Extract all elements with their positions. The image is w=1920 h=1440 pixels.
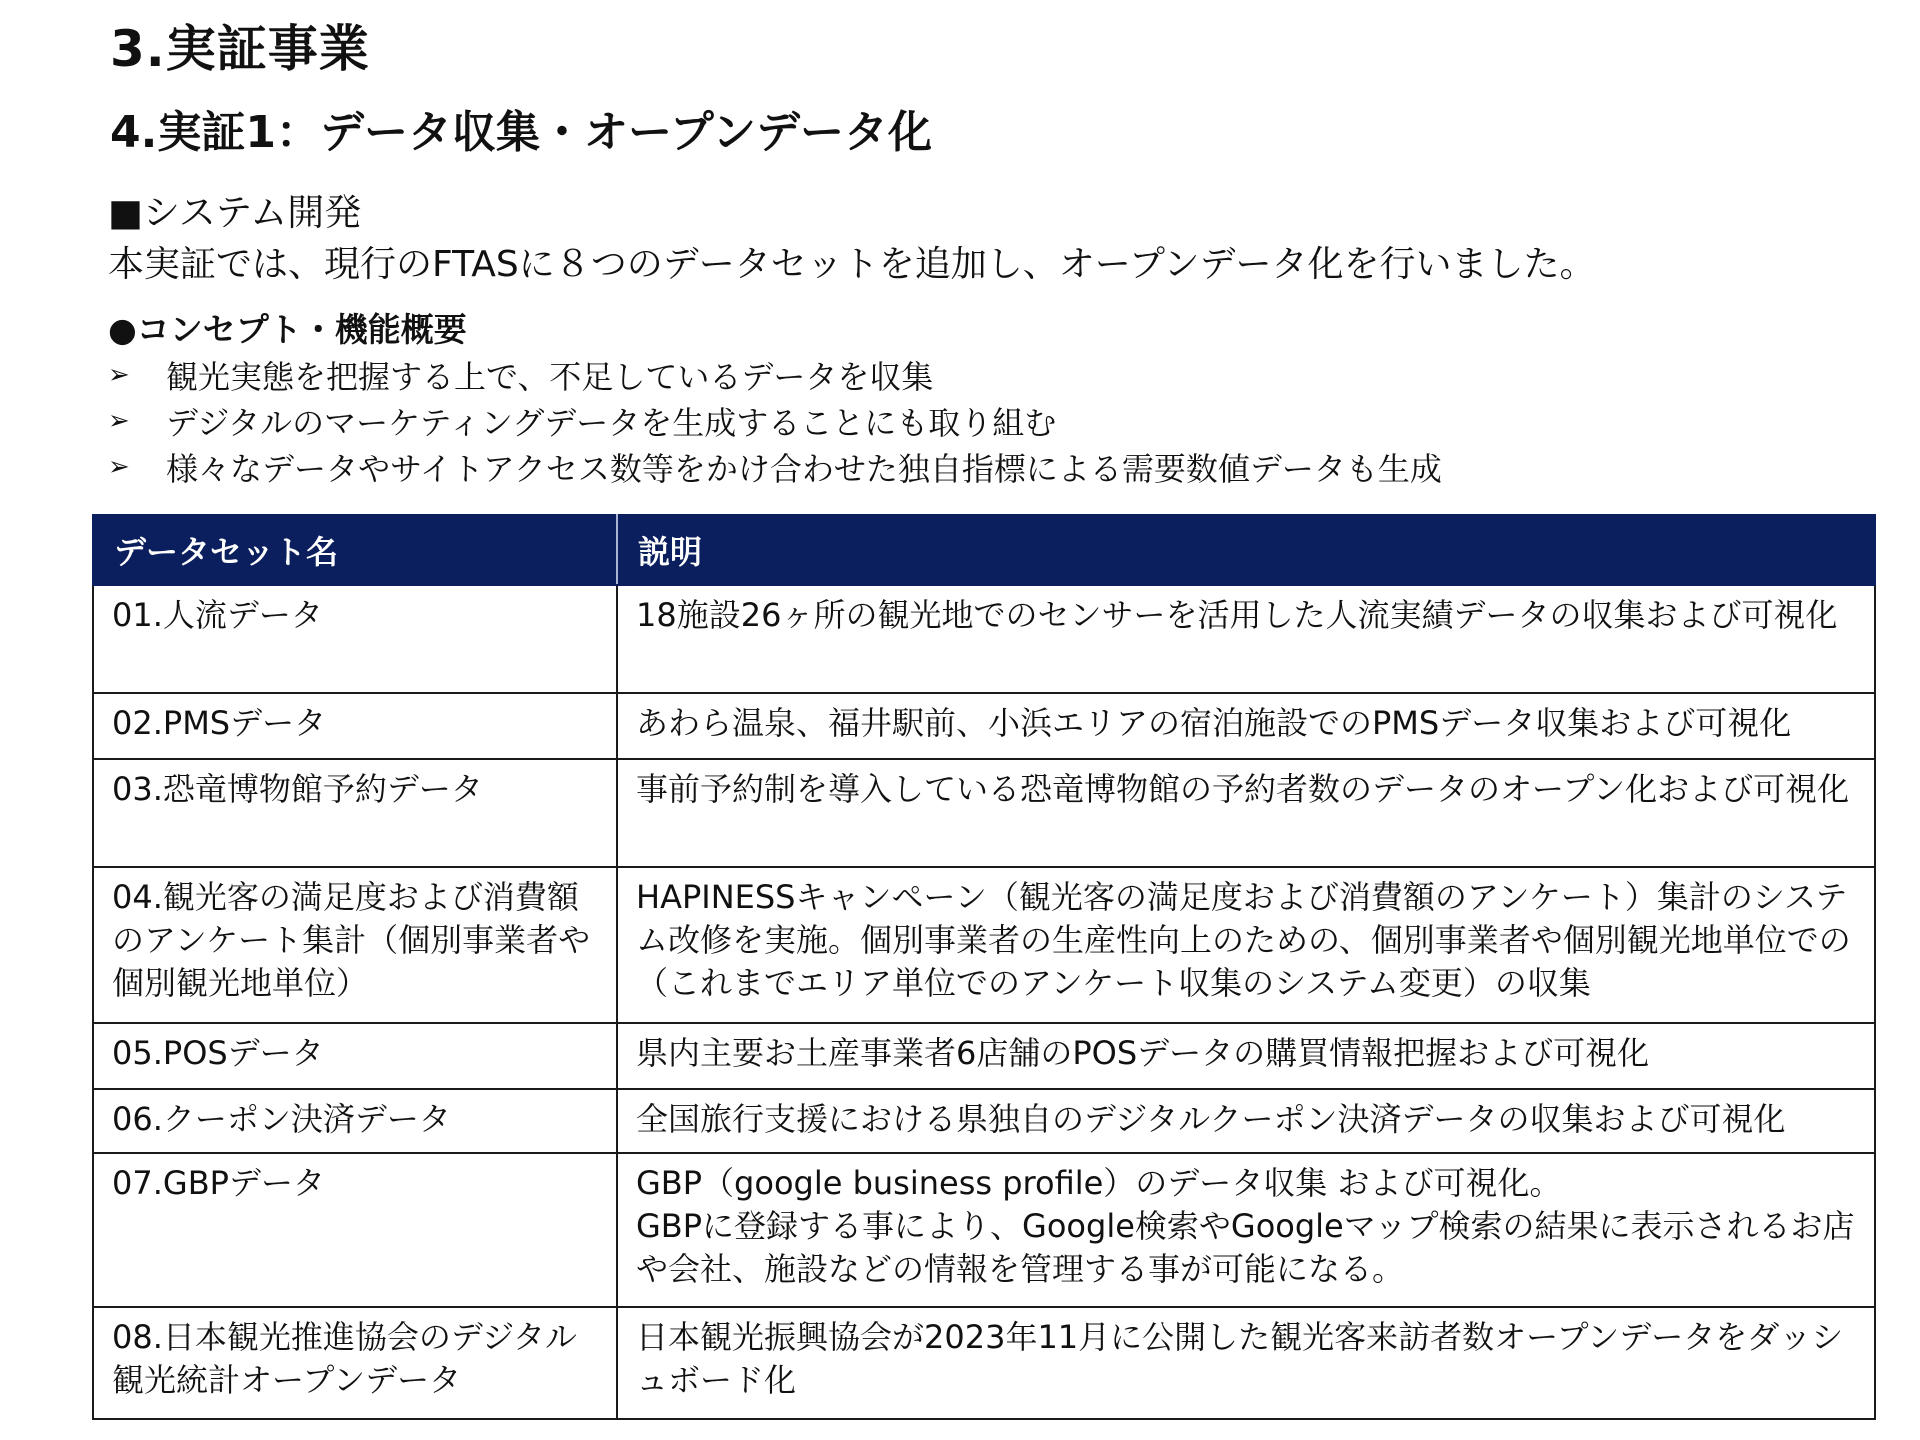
concept-title: ●コンセプト・機能概要	[108, 310, 467, 349]
table-row	[93, 693, 1875, 759]
arrow-bullet-icon: ➢	[108, 360, 130, 390]
dataset-name-cell: 03.恐竜博物館予約データ	[93, 759, 617, 867]
dataset-description-cell: 18施設26ヶ所の観光地でのセンサーを活用した人流実績データの収集および可視化	[617, 585, 1875, 693]
intro-text: 本実証では、現行のFTASに８つのデータセットを追加し、オープンデータ化を行いました。	[108, 244, 1596, 285]
list-item	[108, 398, 1442, 444]
dataset-description-cell: あわら温泉、福井駅前、小浜エリアの宿泊施設でのPMSデータ収集および可視化	[617, 693, 1875, 759]
table-row	[93, 1089, 1875, 1153]
table-row	[93, 1307, 1875, 1419]
subsection-heading: 4.実証1：データ収集・オープンデータ化	[110, 107, 932, 158]
arrow-bullet-icon: ➢	[108, 452, 130, 482]
concept-bullet-list	[108, 352, 1442, 490]
bullet-text: 様々なデータやサイトアクセス数等をかけ合わせた独自指標による需要数値データも生成	[166, 450, 1442, 488]
system-development-title: ■システム開発	[108, 191, 362, 234]
header-dataset-name: データセット名	[93, 515, 617, 585]
dataset-description-cell: HAPINESSキャンペーン（観光客の満足度および消費額のアンケート）集計のシステム改修を実施。個別事業者の生産性向上のための、個別事業者や個別観光地単位での（これまでエリア単位でのアンケート収集のシステム変更）の収集	[617, 867, 1875, 1023]
dataset-description-cell: 日本観光振興協会が2023年11月に公開した観光客来訪者数オープンデータをダッシュボード化	[617, 1307, 1875, 1419]
dataset-name-cell: 01.人流データ	[93, 585, 617, 693]
list-item	[108, 444, 1442, 490]
table-row	[93, 867, 1875, 1023]
table-row	[93, 1023, 1875, 1089]
bullet-text: デジタルのマーケティングデータを生成することにも取り組む	[166, 404, 1057, 442]
dataset-name-cell: 05.POSデータ	[93, 1023, 617, 1089]
dataset-description-cell: 県内主要お土産事業者6店舗のPOSデータの購買情報把握および可視化	[617, 1023, 1875, 1089]
section-heading: 3.実証事業	[110, 20, 370, 78]
table-row	[93, 585, 1875, 693]
header-description: 説明	[617, 515, 1875, 585]
table-row	[93, 759, 1875, 867]
dataset-name-cell: 06.クーポン決済データ	[93, 1089, 617, 1153]
table-header-row	[93, 515, 1875, 585]
table-row	[93, 1153, 1875, 1307]
arrow-bullet-icon: ➢	[108, 406, 130, 436]
list-item	[108, 352, 1442, 398]
dataset-description-cell: GBP（google business profile）のデータ収集 および可視化。 GBPに登録する事により、Google検索やGoogleマップ検索の結果に表示されるお店や会社、施設などの情報を管理する事が可能になる。	[617, 1153, 1875, 1307]
bullet-text: 観光実態を把握する上で、不足しているデータを収集	[166, 358, 934, 396]
dataset-name-cell: 04.観光客の満足度および消費額のアンケート集計（個別事業者や個別観光地単位）	[93, 867, 617, 1023]
dataset-name-cell: 07.GBPデータ	[93, 1153, 617, 1307]
dataset-name-cell: 02.PMSデータ	[93, 693, 617, 759]
dataset-description-cell: 事前予約制を導入している恐竜博物館の予約者数のデータのオープン化および可視化	[617, 759, 1875, 867]
dataset-description-cell: 全国旅行支援における県独自のデジタルクーポン決済データの収集および可視化	[617, 1089, 1875, 1153]
dataset-name-cell: 08.日本観光推進協会のデジタル 観光統計オープンデータ	[93, 1307, 617, 1419]
dataset-table	[92, 514, 1876, 1420]
